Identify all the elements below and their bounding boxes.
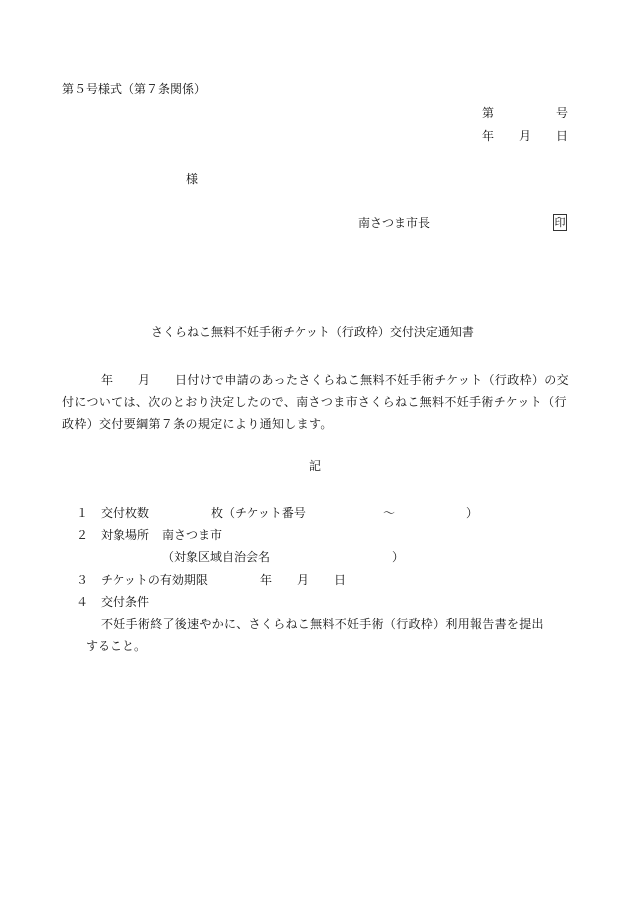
issuer: 南さつま市長 xyxy=(358,216,431,230)
item2-number: ２ xyxy=(76,528,89,542)
item1-unit: 枚（チケット番号 xyxy=(211,506,306,520)
date-month: 月 xyxy=(519,129,532,143)
date-day: 日 xyxy=(556,129,569,143)
seal-box: 印 xyxy=(554,216,566,229)
item2-sub-close: ） xyxy=(392,550,405,564)
item3-year: 年 xyxy=(260,573,273,587)
form-number: 第５号様式（第７条関係） xyxy=(62,82,207,96)
item1-number: １ xyxy=(76,506,89,520)
body-line2: 付については、次のとおり決定したので、南さつま市さくらねこ無料不妊手術チケット（行 xyxy=(62,395,567,409)
doc-number-prefix: 第 xyxy=(482,106,495,120)
item2-sub-open: （対象区域自治会名 xyxy=(162,550,271,564)
item3-number: ３ xyxy=(76,573,89,587)
body-line1: 日付けで申請のあったさくらねこ無料不妊手術チケット（行政枠）の交 xyxy=(175,373,570,387)
date-year: 年 xyxy=(482,129,495,143)
addressee-suffix: 様 xyxy=(186,172,199,186)
item2-value: 南さつま市 xyxy=(162,528,223,542)
item4-text-line1: 不妊手術終了後速やかに、さくらねこ無料不妊手術（行政枠）利用報告書を提出 xyxy=(101,617,544,631)
item4-number: ４ xyxy=(76,595,89,609)
body-year: 年 xyxy=(101,373,114,387)
ki-heading: 記 xyxy=(309,459,322,473)
item3-label: チケットの有効期限 xyxy=(101,573,208,587)
item1-tilde: ～ xyxy=(383,506,396,520)
item2-label: 対象場所 xyxy=(101,528,150,542)
doc-number-suffix: 号 xyxy=(556,106,569,120)
item3-month: 月 xyxy=(297,573,310,587)
item3-day: 日 xyxy=(334,573,347,587)
document-title: さくらねこ無料不妊手術チケット（行政枠）交付決定通知書 xyxy=(151,325,474,339)
body-month: 月 xyxy=(138,373,151,387)
body-line3: 政枠）交付要綱第７条の規定により通知します。 xyxy=(62,417,333,431)
item4-text-line2: すること。 xyxy=(86,639,147,653)
item1-label: 交付枚数 xyxy=(101,506,150,520)
item4-label: 交付条件 xyxy=(101,595,150,609)
item1-close: ） xyxy=(466,506,479,520)
